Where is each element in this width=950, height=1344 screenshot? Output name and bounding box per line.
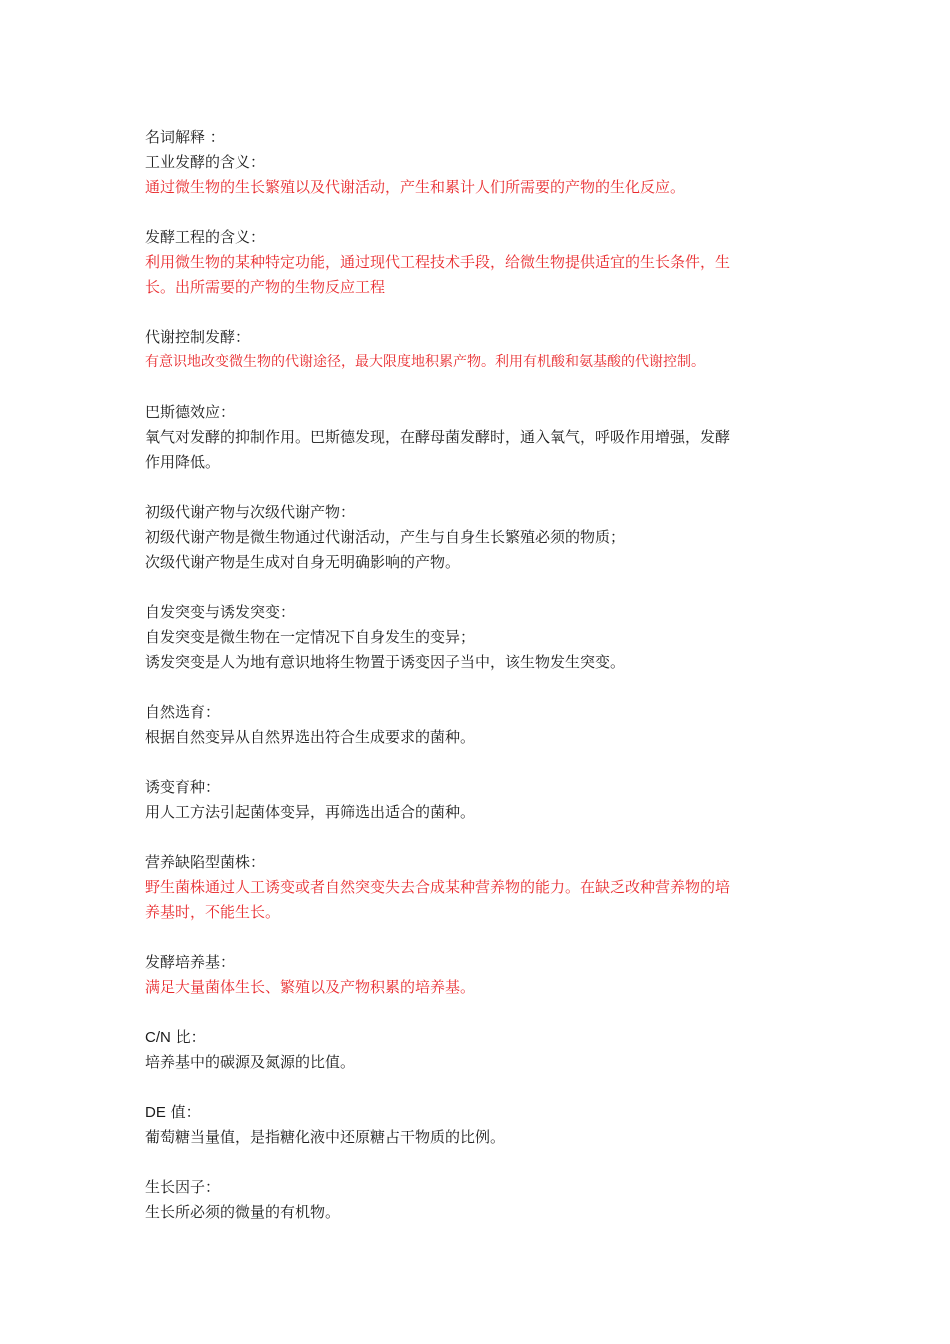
entry-mutation	[145, 600, 810, 675]
entry-term: 发酵培养基：	[145, 953, 236, 971]
document-title: 名词解释 ：	[145, 128, 225, 146]
entry-definition: 野生菌株通过人工诱变或者自然突变失去合成某种营养物的能力。在缺乏改种营养物的培	[145, 878, 731, 896]
entry-definition: 培养基中的碳源及氮源的比值。	[145, 1053, 356, 1071]
entry-definition: 作用降低。	[145, 453, 221, 471]
entry-term: 工业发酵的含义：	[145, 153, 266, 171]
entry-term: 自发突变与诱发突变：	[145, 603, 296, 621]
entry-definition: 利用微生物的某种特定功能，通过现代工程技术手段，给微生物提供适宜的生长条件，生	[145, 253, 731, 271]
document-page	[145, 125, 810, 1250]
entry-definition: 生长所必须的微量的有机物。	[145, 1203, 341, 1221]
entry-fermentation-engineering	[145, 225, 810, 300]
entry-definition: 通过微生物的生长繁殖以及代谢活动，产生和累计人们所需要的产物的生化反应。	[145, 178, 686, 196]
entry-cn-ratio	[145, 1025, 810, 1075]
entry-term: 比：	[170, 1028, 206, 1046]
entry-definition: 养基时，不能生长。	[145, 903, 281, 921]
entry-pasteur-effect	[145, 400, 810, 475]
entry-auxotroph	[145, 850, 810, 925]
entry-definition: 长。出所需要的产物的生物反应工程	[145, 278, 386, 296]
entry-term: 营养缺陷型菌株：	[145, 853, 266, 871]
entry-natural-selection	[145, 700, 810, 750]
entry-term: 代谢控制发酵：	[145, 328, 251, 346]
entry-fermentation-medium	[145, 950, 810, 1000]
entry-term-row	[145, 1100, 810, 1125]
entry-definition: 葡萄糖当量值，是指糖化液中还原糖占干物质的比例。	[145, 1128, 506, 1146]
entry-term: 初级代谢产物与次级代谢产物：	[145, 503, 356, 521]
entry-industrial-fermentation	[145, 150, 810, 200]
entry-term: 生长因子：	[145, 1178, 221, 1196]
entry-definition: 诱发突变是人为地有意识地将生物置于诱变因子当中，该生物发生突变。	[145, 653, 626, 671]
entry-metabolic-control-fermentation	[145, 325, 810, 375]
entry-definition: 有意识地改变微生物的代谢途径，最大限度地积累产物。利用有机酸和氨基酸的代谢控制。	[145, 354, 705, 370]
entry-definition: 次级代谢产物是生成对自身无明确影响的产物。	[145, 553, 461, 571]
entry-definition: 氧气对发酵的抑制作用。巴斯德发现，在酵母菌发酵时，通入氧气，呼吸作用增强，发酵	[145, 428, 731, 446]
entry-definition: 根据自然变异从自然界选出符合生成要求的菌种。	[145, 728, 476, 746]
entry-definition: 满足大量菌体生长、繁殖以及产物积累的培养基。	[145, 978, 476, 996]
entry-term-row	[145, 1025, 810, 1050]
entry-term-latin: C/N	[145, 1029, 171, 1046]
entry-definition: 用人工方法引起菌体变异，再筛选出适合的菌种。	[145, 803, 476, 821]
entry-de-value	[145, 1100, 810, 1150]
entry-term: 值：	[165, 1103, 201, 1121]
entry-term: 自然选育：	[145, 703, 221, 721]
entry-term: 发酵工程的含义：	[145, 228, 266, 246]
entry-growth-factor	[145, 1175, 810, 1225]
entry-term: 诱变育种：	[145, 778, 221, 796]
entry-definition: 初级代谢产物是微生物通过代谢活动，产生与自身生长繁殖必须的物质；	[145, 528, 626, 546]
entry-term-latin: DE	[145, 1104, 166, 1121]
entry-definition: 自发突变是微生物在一定情况下自身发生的变异；	[145, 628, 476, 646]
entry-mutation-breeding	[145, 775, 810, 825]
entry-primary-secondary-metabolites	[145, 500, 810, 575]
entry-term: 巴斯德效应：	[145, 403, 236, 421]
